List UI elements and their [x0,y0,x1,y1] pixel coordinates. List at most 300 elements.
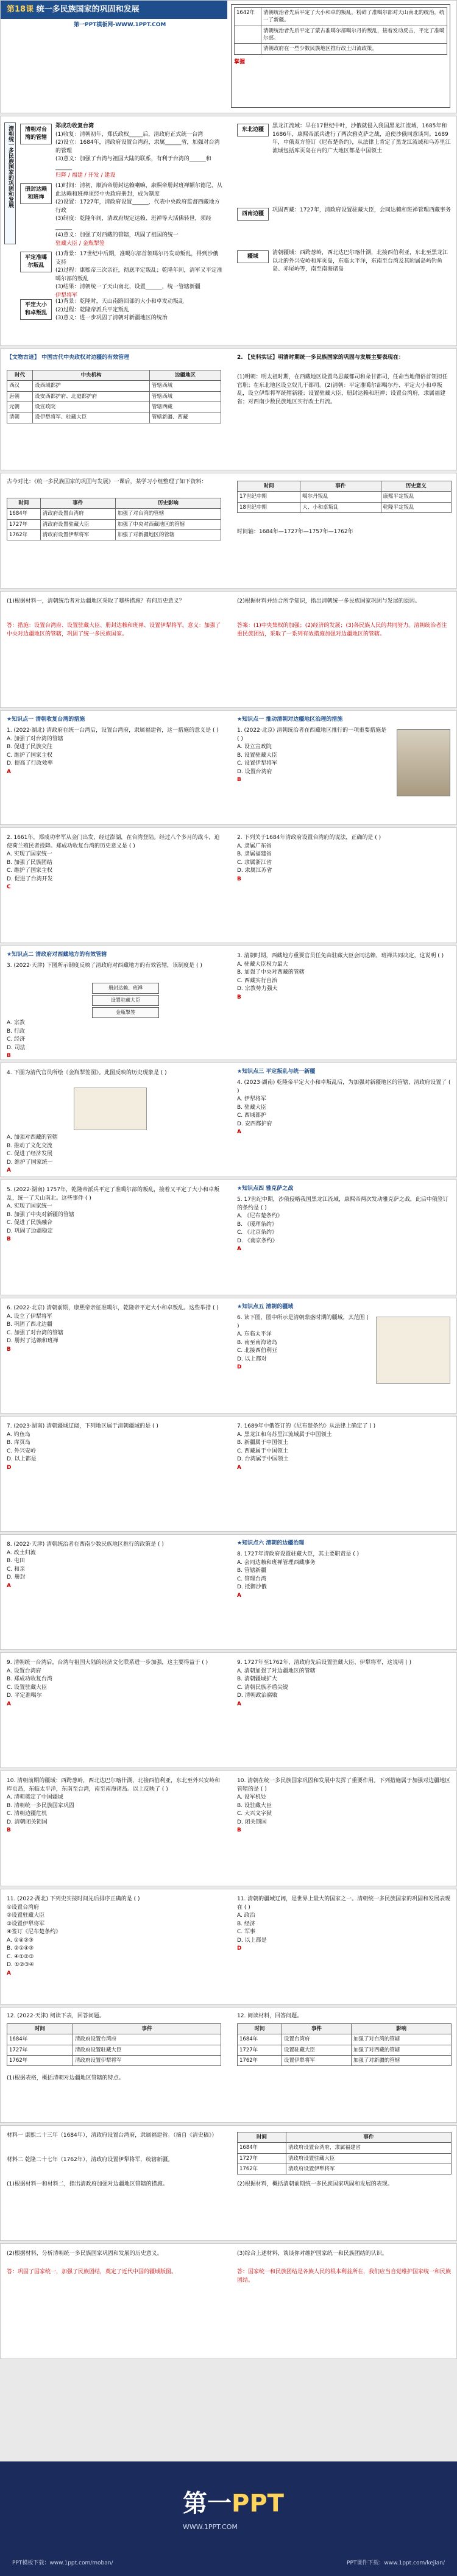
option: B. 新疆属于中国领土 [237,1440,288,1446]
table-header: 事件 [282,2024,351,2034]
table-cell: 1727年 [238,2153,286,2164]
table-cell: 清政府设置伊犁将军 [40,529,115,540]
fill-answer: 伊犁将军 [55,292,78,299]
slide4-intro: 古今对比：《统一多民族国家的巩固与发展》一课后，某学习小组整理了如下资料： [7,479,207,485]
slide-13 [0,1534,457,1650]
option-list [7,1019,221,1060]
option: B. 清朝统一多民族国家巩固 [7,1802,74,1809]
option: B. 加强了中央对西藏的管辖 [237,969,305,975]
option: C. 外兴安岭 [7,1448,37,1454]
question-text: 11. (2022·湖北) 下列史实按时间先后排序正确的是 ( ) [7,1896,140,1902]
footer-banner [0,2461,457,2576]
answer: B [7,1236,11,1242]
table-cell: 设置台湾府 [282,2034,351,2045]
option: A. 政治 [237,1913,255,1919]
option: B. 行政 [7,1028,25,1035]
question-text: 7. 1689年中俄签订的《尼布楚条约》从法律上确定了 ( ) [237,1423,376,1429]
table-row [7,519,221,529]
option: D. 抵御沙俄 [237,1584,267,1590]
option: C. 《北京条约》 [237,1230,278,1236]
comparison-table [7,498,221,540]
answer: D [237,1364,242,1370]
question-text: 5. (2022·湖南) 1757年，乾隆帝派兵平定了准噶尔部的叛乱，接着又平定了大小和卓叛乱，统一了天山南北。这些事件 ( ) [7,1187,220,1201]
option: A. 实现了国家统一 [7,851,52,857]
table-header: 影响 [351,2024,451,2034]
summary-year [235,44,261,54]
option: C. 西域都护 [237,1113,267,1119]
question-text: 10. 清朝前期的疆域：西跨葱岭，西北达巴尔喀什湖，北接西伯利亚，东北至外兴安岭和库页岛，东临太平洋，东南至台湾，南至南海诸岛。以上反映了 ( ) [7,1778,221,1792]
table-row [7,2045,221,2055]
option: D. 安西都护府 [237,1120,272,1127]
question-text: 5. 17世纪中期，沙俄侵略我国黑龙江流域，康熙帝两次发动雅克萨之战，此后中俄签订的条约是 ( ) [237,1197,448,1211]
answer: A [237,1700,241,1707]
table-row [238,502,452,512]
option: B. 驻藏大臣 [237,1104,266,1111]
option: D. 清朝闭关锁国 [7,1819,48,1825]
fill-answer: 金瓶掣签 [82,240,105,247]
answer-text: 答：国家统一和民族团结是各族人民的根本利益所在，我们应当自觉维护国家统一和民族团结。 [237,2269,452,2284]
slide-16 [0,1889,457,2005]
option: D. 巩固了边疆稳定 [7,1228,53,1234]
slide-14 [0,1652,457,1768]
option: B. ②①④③ [7,1945,34,1951]
option: A. 伊犁将军 [237,1096,266,1102]
option: C. 促进了经济发展 [7,1151,53,1157]
diagram-box: 册封达赖、班禅 [92,983,159,994]
section-item: (2)设立：1684年，清政府设置台湾府，隶属______省，加强对台湾的管理 [55,140,220,154]
slide-8 [0,946,457,1060]
option: C. 北接西伯利亚 [237,1348,278,1354]
table-row [238,2164,452,2174]
section-subhead: 郑成功收复台湾 [55,123,94,129]
option: C. 西藏属于中国领土 [237,1448,289,1454]
lesson-title: 统一多民族国家的巩固和发展 [36,5,140,14]
section-items [55,122,224,180]
option: D. 平定准噶尔 [7,1693,42,1699]
right-section-text: 黑龙江流域：早在17世纪中叶，沙俄就侵入我国黑龙江流域，1685年和1686年，康熙帝派兵进行了两次雅克萨之战，迫使沙俄同意谈判。1689年，中俄双方签订《尼布楚条约》，从法律上肯定了黑龙江流域和乌苏里江流域包括库页岛在内的广大地区都是中国领土 [272,123,451,154]
table-cell: 康熙平定叛乱 [381,492,451,502]
qing-territory-map [376,1317,450,1384]
table-header: 事件 [73,2024,221,2034]
option: D. 宗教势力强大 [237,986,278,992]
lesson-number: 第18课 [7,5,34,14]
table-cell: 17世纪中期 [238,492,300,502]
logo-main-text: 第一 [183,2489,232,2518]
option: A. 会同达赖和班禅管理西藏事务 [237,1559,316,1566]
right-section-text: 巩固西藏：1727年，清政府设置驻藏大臣，会同达赖和班禅管理西藏事务 [272,207,451,213]
table-cell: 清政府设置台湾府，隶属福建省 [286,2143,451,2153]
option: B. 库页岛 [7,1440,30,1446]
answer: B [237,994,241,1000]
section-tag: 平定准噶尔叛乱 [20,252,52,272]
event-item: ③设置伊犁将军 [7,1920,45,1927]
answer: A [7,1167,11,1173]
painting-image [74,1088,147,1130]
slide-19 [0,2243,457,2359]
question-text: 3. 清朝时期，西藏地方重要官员任免由驻藏大臣会同达赖、班禅共同决定，这说明 ( ) [237,953,444,959]
table-cell: 清政府设置台湾府 [73,2034,221,2045]
option: D. 《南京条约》 [237,1237,278,1244]
fill-answer: 开发 [88,172,99,179]
option: D. 设置台湾府 [237,768,272,775]
question-text: 4. 下图为清代官员所绘《金瓶掣签图》。此图反映的历史现象是 ( ) [7,1070,167,1076]
table-cell: 加强了对西藏的管辖 [351,2045,451,2055]
mastery-mark: 掌握 [234,58,246,65]
section-item: (1)背景：乾隆时，天山南路回部的大小和卓发动叛乱 [55,299,184,305]
option: B. 郑成功收复台湾 [7,1676,52,1682]
option: C. 维护了国家主权 [7,752,53,759]
table-cell: 清政府设置驻藏大臣 [40,519,115,529]
answer: B [237,1827,241,1833]
slide-10 [0,1180,457,1295]
event-item: ①设置台湾府 [7,1904,40,1911]
option: C. 管理台湾 [237,1576,267,1582]
table-header: 边疆地区 [149,370,221,381]
answer: A [237,1464,241,1471]
answer: B [7,1346,11,1353]
option: D. 以上都是 [7,1456,37,1462]
option: D. 以上都对 [237,1356,267,1362]
summary-year: 1642年 [235,8,261,26]
knowledge-head: ★知识点六 清朝的边疆治理 [237,1540,305,1546]
table-cell: 加强了对新疆的管辖 [351,2055,451,2065]
brand-logo [183,2486,284,2521]
question-text: 4. (2023·湖南) 乾隆帝平定大小和卓叛乱后，为加强对新疆地区的管辖，清政府设置了 ( ) [237,1080,451,1094]
table-header: 时间 [238,2024,282,2034]
slide-11 [0,1298,457,1414]
table-cell: 设置伊犁将军 [282,2055,351,2065]
events-table [7,2023,221,2066]
question-block [7,1895,221,1978]
section-items [55,182,224,248]
material-table [237,2132,452,2174]
answer: A [7,1700,11,1707]
table-cell: 唐朝 [7,391,33,402]
fill-answer: 建设 [104,172,116,179]
section-item: (1)背景：17世纪中后期，准噶尔部首领噶尔丹发动叛乱，得到沙俄支持 [55,251,219,266]
option: B. 《瑷珲条约》 [237,1221,277,1228]
section-tag: 平定大小和卓叛乱 [20,299,52,320]
table-cell: 加强了对新疆地区的管辖 [115,529,221,540]
section-item: (2)过程：康熙帝三次亲征，彻底平定叛乱；乾隆年间，清军又平定准噶尔部的叛乱 [55,267,222,282]
events-impact-table [237,2023,452,2066]
question-block [237,1079,452,1137]
section-items [55,250,224,300]
right-section-tag: 东北边疆 [237,124,269,136]
table-cell: 西汉 [7,381,33,391]
knowledge-head: ★知识点五 清朝的疆域 [237,1304,294,1310]
option: A. 改土归流 [7,1549,36,1556]
table-row [7,2034,221,2045]
question-text: 3. (2022·天津) 下图所示制度反映了清政府对西藏地方的有效管辖，该制度是 ( ) [7,963,202,969]
option: B. 管辖新疆 [237,1568,266,1574]
section-tag: 清朝对台湾的管辖 [20,124,52,144]
option: C. 清朝民族矛盾尖锐 [237,1684,289,1691]
question-block [7,1304,221,1354]
lesson-title-bar [1,1,227,19]
question-text: (2)根据材料，分析清朝统一多民族国家巩固和发展的历史意义。 [7,2251,163,2257]
table-header: 历史影响 [115,498,221,509]
table-cell: 噶尔丹叛乱 [300,492,381,502]
answer: A [237,1592,241,1599]
right-section-tag: 疆域 [237,250,269,263]
option: C. 设置驻藏大臣 [7,1684,48,1691]
question-text: 1. (2022·湖北) 清政府在统一台湾后，设置台湾府，隶属福建省，这一措施的意义是 ( ) [7,727,219,734]
question-block [7,834,221,892]
option: A. 清朝加强了对边疆地区的管辖 [237,1668,316,1674]
option: B. 经济 [237,1920,255,1927]
table-cell: 清政府设置驻藏大臣 [73,2045,221,2055]
table-cell: 设西域都护 [33,381,150,391]
question-text: 6. 读下图，图中所示是清朝鼎盛时期的疆域，其范围 ( ) [237,1315,369,1329]
option: A. 隶属广东省 [237,843,272,849]
table-cell: 管辖新疆、西藏 [149,412,221,423]
table-cell: 管辖西藏 [149,402,221,412]
question-block [7,1541,221,1590]
answer-text: 答：巩固了国家统一，加强了民族团结，奠定了近代中国的疆域版图。 [7,2269,177,2275]
answer: B [237,876,241,882]
site-subtitle: 第一PPT模板网-WWW.1PPT.COM [74,22,166,28]
option: C. 西藏实行自治 [237,977,278,984]
option: A. 清朝奠定了中国疆域 [7,1794,63,1800]
table-row [238,492,452,502]
option: C. ④①②③ [7,1953,34,1960]
question-text: 1. (2022·北京) 清朝统治者在西藏地区推行的一项重要措施是 ( ) [237,727,387,742]
knowledge-head: ★知识点四 雅克萨之战 [237,1186,294,1192]
portrait-image [397,729,450,796]
option: A. ①④②③ [7,1937,34,1944]
option: A. 黑龙江和乌苏里江流域属于中国领土 [237,1431,332,1438]
event-item: ②设置驻藏大臣 [7,1913,45,1919]
option: B. 设置驻藏大臣 [237,752,277,759]
table-cell: 清政府设置驻藏大臣 [286,2153,451,2164]
slide-15 [0,1771,457,1886]
option: D. ①②③④ [7,1962,34,1968]
option: A. 实现了国家统一 [7,1203,52,1209]
option: C. 和亲 [7,1566,26,1573]
question-text: (2)根据材料并结合所学知识，指出清朝统一多民族国家巩固与发展的原因。 [237,598,420,604]
question-ask: (1)根据表格，概括清朝对边疆地区管辖的特点。 [7,2075,124,2081]
question-block [237,834,452,883]
table-cell: 1727年 [7,2045,73,2055]
table-cell: 加强了对台湾的管辖 [351,2034,451,2045]
slide3-left-title: 【文物古迹】 中国古代中央政权对边疆的有效管理 [7,355,130,361]
option: B. 促进了民族交往 [7,744,52,750]
table-cell: 1684年 [7,509,41,519]
option: C. 维护了国家主权 [7,868,53,874]
table-cell: 设宣政院 [33,402,150,412]
logo-accent-text: PPT [232,2489,284,2518]
table-cell: 管辖西域 [149,391,221,402]
fill-answer: 驻藏大臣 [55,240,78,247]
question-block [7,1186,221,1244]
section-item: (3)意义：进一步巩固了清朝对新疆地区的统治 [55,315,168,321]
question-text: 2. 1661年，郑成功率军从金门出发，经过澎湖，在台湾登陆。经过八个多月的战斗，迫使荷兰殖民者投降。郑成功收复台湾的历史意义是 ( ) [7,835,220,849]
table-cell: 1727年 [7,519,41,529]
answer: B [237,777,241,783]
knowledge-head: ★知识点一 推动清朝对边疆地区治理的措施 [237,717,343,723]
knowledge-head: ★知识点三 平定叛乱与统一新疆 [237,1069,316,1075]
question-text: 12. (2022·天津) 阅读下表，回答问题。 [7,2013,105,2019]
summary-row [235,26,447,44]
table-header: 事件 [300,481,381,492]
option: A. 《尼布楚条约》 [237,1213,283,1219]
slide3-right-text: (1)明朝：明太祖时期，在西藏地区设置乌思藏都司和朵甘都司，任命当地僧俗首领担任官职；在东北地区设立奴儿干都司。(2)清朝：平定准噶尔部噶尔丹、平定大小和卓叛乱，设立伊犁将军统辖新疆；设置驻藏大臣，册封达赖和班禅；设置台湾府，隶属福建省；对西南少数民族地区实行改土归流。 [237,374,448,405]
summary-table [231,4,450,108]
question-block [7,727,221,776]
answer: A [237,1246,241,1252]
option: D. 台湾属于中国领土 [237,1456,289,1462]
table-header: 事件 [286,2132,451,2143]
question-block [7,1777,221,1835]
option: A. 东临太平洋 [237,1331,272,1337]
question-block [237,1423,452,1472]
section-item: (1)时间：清初，顺治帝册封达赖喇嘛，康熙帝册封班禅额尔德尼，从此达赖和班禅须经中央政府册封，成为制度 [55,183,222,197]
question-block [237,1551,452,1600]
table-row [238,2045,452,2055]
answer-text: 答：措施：设置台湾府、设置驻藏大臣、册封达赖和班禅、设置伊犁将军。意义：加强了中央对边疆地区的管辖，巩固了统一多民族国家。 [7,623,221,637]
question-block [237,952,452,1002]
option-list [7,1134,221,1175]
section-tag: 册封达赖和班禅 [20,183,52,204]
option: B. 推动了文化交流 [7,1142,52,1149]
option: D. 闭关锁国 [237,1819,267,1825]
option: D. 册封了达赖和班禅 [7,1338,58,1344]
table-row [238,2055,452,2065]
option: B. 清朝疆域扩大 [237,1676,277,1682]
option: D. 清朝政治腐败 [237,1693,278,1699]
option: D. 册封 [7,1574,26,1580]
question-block [7,1423,221,1472]
section-vertical-title: 清朝统一多民族国家的巩固和发展 [4,122,16,244]
table-header: 时间 [7,2024,73,2034]
table-header: 中央机构 [33,370,150,381]
fill-answer: 归降 [55,172,67,179]
brand-site: WWW.1PPT.COM [183,2523,238,2531]
option: A. 驻藏大臣权力最大 [237,961,288,968]
question-block [237,1196,452,1254]
option: C. 军事 [237,1929,256,1935]
table-row [7,529,221,540]
table-cell: 1762年 [7,2055,73,2065]
question-ask: (1)根据材料一和材料二，指出清政府加强对边疆地区管辖的措施。 [7,2181,168,2187]
table-cell: 1727年 [238,2045,282,2055]
option: A. 加强了对台湾的管辖 [7,735,63,742]
table-cell: 加强了中央对西藏地区的管辖 [115,519,221,529]
table-cell: 清政府设置台湾府 [40,509,115,519]
table-cell: 加强了对台湾的管辖 [115,509,221,519]
option: A. 设立宣政院 [237,744,272,750]
question-text: 7. (2023·湖南) 清朝疆域辽阔，下列地区属于清朝疆域的是 ( ) [7,1423,158,1429]
footer-link-right[interactable]: PPT课件下载：www.1ppt.com/kejian/ [347,2560,445,2566]
option: C. 加强了对台湾的管辖 [7,1329,64,1336]
answer: B [7,1827,11,1833]
right-section-tag: 西南边疆 [237,208,269,221]
question-text: 9. 1727年至1762年，清政府先后设置驻藏大臣、伊犁将军，这说明 ( ) [237,1660,412,1666]
option: B. 隶属福建省 [237,851,272,857]
option: B. 屯田 [7,1558,25,1564]
right-section-text: 清朝疆域：西跨葱岭，西北达巴尔喀什湖，北接西伯利亚，东北至黑龙江以北的外兴安岭和库页岛，东临太平洋，东南至台湾及其附属岛屿钓鱼岛、赤尾屿等，南至南海诸岛 [272,250,448,272]
option: A. 设军机处 [237,1794,266,1800]
knowledge-head: ★知识点二 清政府对西藏地方的有效管辖 [7,952,107,958]
slide-9 [0,1063,457,1177]
table-row [7,391,221,402]
question-ask: (2)根据材料，概括清朝前期统一多民族国家巩固和发展的表现。 [237,2181,393,2187]
rebellion-table [237,481,452,513]
question-block [7,1659,221,1708]
table-cell: 设安西都护府、北庭都护府 [33,391,150,402]
table-cell: 设置驻藏大臣 [282,2045,351,2055]
option: D. 以上都是 [237,1937,267,1944]
table-cell: 1762年 [238,2055,282,2065]
table-cell: 设伊犁将军、驻藏大臣 [33,412,150,423]
answer: D [7,1464,12,1471]
table-header: 时间 [7,498,41,509]
table-cell: 1684年 [7,2034,73,2045]
option: C. 经济 [7,1036,26,1042]
slide-17 [0,2007,457,2123]
question-block [237,727,389,785]
option: A. 宗教 [7,1020,25,1026]
option: C. 清朝边疆危机 [7,1811,48,1817]
option: B. 加强了民族团结 [7,859,52,866]
table-cell: 清政府设置伊犁将军 [286,2164,451,2174]
knowledge-head: ★知识点一 清朝收复台湾的措施 [7,717,85,723]
governance-table [7,370,221,423]
option: D. 隶属江苏省 [237,868,272,874]
answer: A [237,1129,241,1135]
table-row [238,2143,452,2153]
footer-link-left[interactable]: PPT模板下载：www.1ppt.com/moban/ [12,2560,113,2566]
material-text: 材料二 乾隆二十七年（1762年），清政府设置伊犁将军，统辖新疆。 [7,2157,174,2163]
table-cell: 1762年 [7,529,41,540]
question-block [237,1895,452,1953]
slide-6 [0,710,457,825]
table-cell: 清政府设置伊犁将军 [73,2055,221,2065]
slide-12 [0,1416,457,1532]
section-item: (1)收复：清朝初年，郑氏政权_____后，清政府正式统一台湾 [55,131,204,138]
table-cell: 管辖西域 [149,381,221,391]
answer: C [7,884,11,890]
table-cell: 清朝 [7,412,33,423]
question-block [237,1659,452,1708]
table-cell: 1762年 [238,2164,286,2174]
slide-18 [0,2125,457,2241]
option: B. 设驻藏大臣 [237,1802,272,1809]
slide-3 [0,349,457,470]
option: B. 南至南海诸岛 [237,1339,277,1346]
slide-1 [0,0,457,113]
option: A. 钓鱼岛 [7,1431,30,1438]
answer: A [7,768,11,775]
option: D. 促进了台湾开发 [7,876,53,882]
summary-text: 清朝政府在一些少数民族地区推行改土归流政策。 [261,44,447,54]
section-item: (3)意义：加强了台湾与祖国大陆的联系，有利于台湾的______和______ [55,156,211,171]
table-row [238,2153,452,2164]
question-text: 8. 1727年清政府设置驻藏大臣，其主要职责是 ( ) [237,1551,360,1557]
option: A. 设立了伊犁将军 [7,1313,52,1320]
table-header: 事件 [40,498,115,509]
table-header: 时间 [238,2132,286,2143]
slide-4 [0,473,457,589]
option: C. 隶属浙江省 [237,859,272,866]
option: B. 巩固了西北边疆 [7,1322,52,1328]
option: C. 大兴文字狱 [237,1811,272,1817]
section-item: (3)制度：乾隆年间，清政府规定达赖、班禅等大活佛转世，须经______ [55,216,211,230]
question-block [237,1314,371,1372]
table-header: 时间 [238,481,300,492]
fill-answer: 福建 [71,172,83,179]
